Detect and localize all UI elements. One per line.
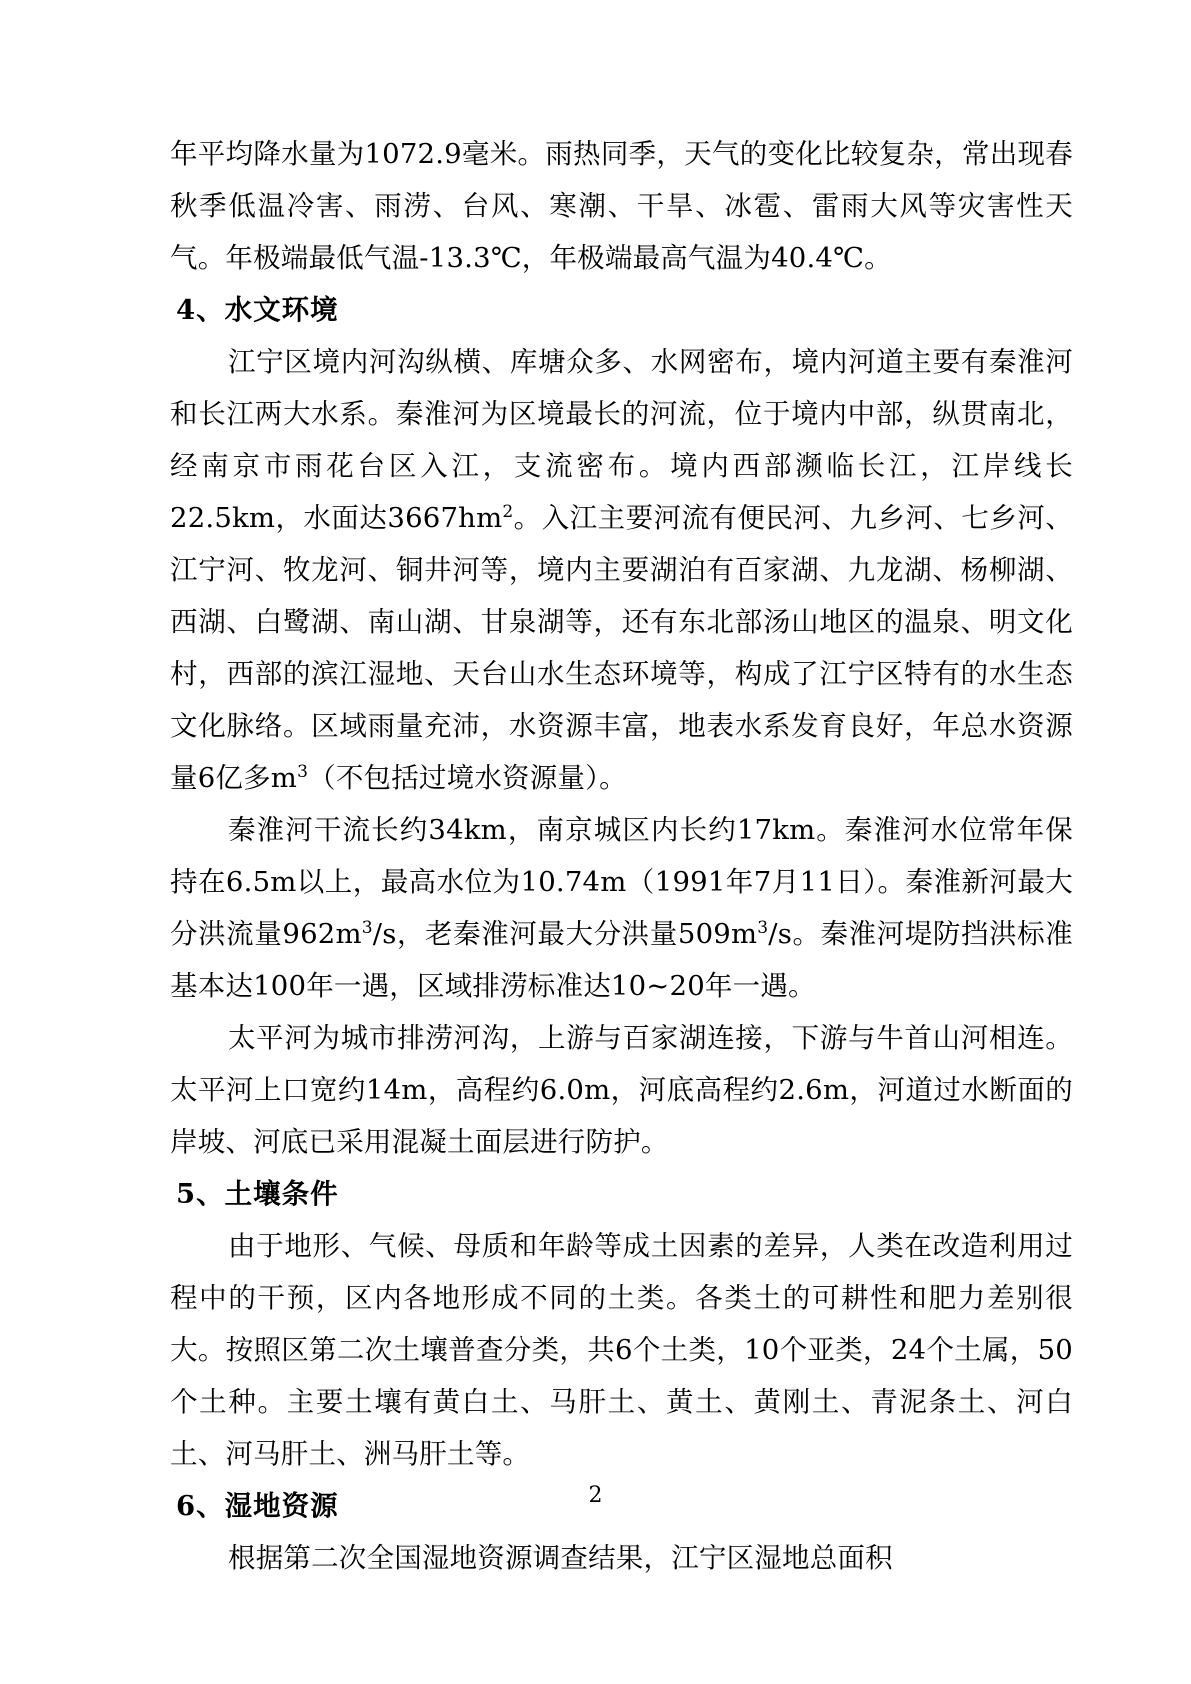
heading-wetland-resources: 6、湿地资源 <box>176 1490 339 1522</box>
paragraph-qinhuai-river: 秦淮河干流长约34km，南京城区内长约17km。秦淮河水位常年保持在6.5m以上，最高水位为10.74m（1991年7月11日）。秦淮新河最大分洪流量$962m^3/s$，老秦淮河最大分洪量$509m^3/s$。秦淮河堤防挡洪标准基本达100年一遇，区域排涝标准达10~20年一遇。 <box>170 814 1073 1002</box>
page-number: 2 <box>588 1483 603 1508</box>
heading-soil-conditions: 5、土壤条件 <box>176 1178 339 1210</box>
page-content <box>170 128 1073 1584</box>
paragraph-climate-continued: 年平均降水量为1072.9毫米。雨热同季，天气的变化比较复杂，常出现春秋季低温冷害、雨涝、台风、寒潮、干旱、冰雹、雷雨大风等灾害性天气。年极端最低气温-13.3℃，年极端最高气温为40.4℃。 <box>170 138 1073 274</box>
paragraph-hydrology-overview: 江宁区境内河沟纵横、库塘众多、水网密布，境内河道主要有秦淮河和长江两大水系。秦淮河为区境最长的河流，位于境内中部，纵贯南北，经南京市雨花台区入江，支流密布。境内西部濒临长江，江岸线长22.5km，水面达$3667hm^2$。入江主要河流有便民河、九乡河、七乡河、江宁河、牧龙河、铜井河等，境内主要湖泊有百家湖、九龙湖、杨柳湖、西湖、白鹭湖、南山湖、甘泉湖等，还有东北部汤山地区的温泉、明文化村，西部的滨江湿地、天台山水生态环境等，构成了江宁区特有的水生态文化脉络。区域雨量充沛，水资源丰富，地表水系发育良好，年总水资源量6亿多$m^3$（不包括过境水资源量）。 <box>170 346 1073 794</box>
paragraph-taiping-river: 太平河为城市排涝河沟，上游与百家湖连接，下游与牛首山河相连。太平河上口宽约14m，高程约6.0m，河底高程约2.6m，河道过水断面的岸坡、河底已采用混凝土面层进行防护。 <box>170 1022 1073 1158</box>
paragraph-soil-description: 由于地形、气候、母质和年龄等成土因素的差异，人类在改造利用过程中的干预，区内各地形成不同的土类。各类土的可耕性和肥力差别很大。按照区第二次土壤普查分类，共6个土类，10个亚类，24个土属，50个土种。主要土壤有黄白土、马肝土、黄土、黄刚土、青泥条土、河白土、河马肝土、洲马肝土等。 <box>170 1230 1073 1470</box>
heading-hydrological-environment: 4、水文环境 <box>176 294 339 326</box>
paragraph-wetland-description: 根据第二次全国湿地资源调查结果，江宁区湿地总面积 <box>228 1542 893 1574</box>
